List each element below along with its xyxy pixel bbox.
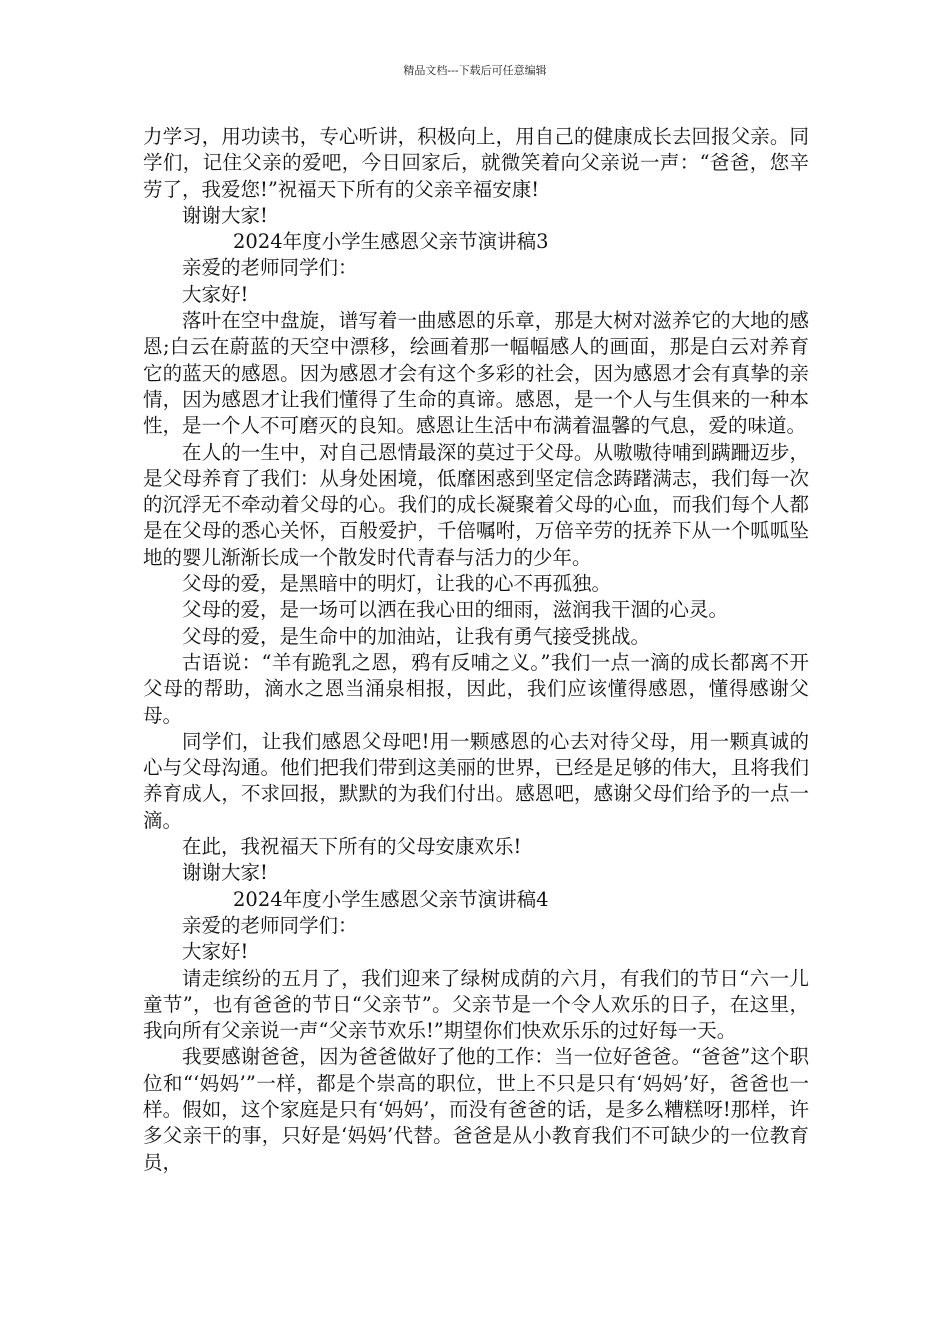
greeting: 大家好! xyxy=(182,940,249,964)
paragraph: 在此，我祝福天下所有的父母安康欢乐! xyxy=(182,835,522,859)
paragraph: 古语说：“羊有跪乳之恩，鸦有反哺之义。”我们一点一滴的成长都离不开父母的帮助，滴水之恩当涌泉相报，因此，我们应该懂得感恩，懂得感谢父母。 xyxy=(143,650,809,727)
document-body xyxy=(143,124,809,1176)
paragraph: 谢谢大家! xyxy=(182,861,268,885)
paragraph: 父母的爱，是一场可以洒在我心田的细雨，滋润我干涸的心灵。 xyxy=(182,598,729,622)
paragraph: 落叶在空中盘旋，谱写着一曲感恩的乐章，那是大树对滋养它的大地的感恩;白云在蔚蓝的天空中漂移，绘画着那一幅幅感人的画面，那是白云对养育它的蓝天的感恩。因为感恩才会有这个多彩的社会，因为感恩才会有真挚的亲情，因为感恩才让我们懂得了生命的真谛。感恩，是一个人与生俱来的一种本性，是一个人不可磨灭的良知。感恩让生活中布满着温馨的气息，爱的味道。 xyxy=(143,309,809,438)
paragraph: 请走缤纷的五月了，我们迎来了绿树成荫的六月，有我们的节日“六一儿童节”，也有爸爸的节日“父亲节”。父亲节是一个令人欢乐的日子，在这里，我向所有父亲说一声“父亲节欢乐!”期望你们快欢乐乐的过好每一天。 xyxy=(143,966,809,1043)
section-heading: 2024年度小学生感恩父亲节演讲稿4 xyxy=(233,887,549,911)
paragraph: 我要感谢爸爸，因为爸爸做好了他的工作：当一位好爸爸。“爸爸”这个职位和“‘妈妈’”一样，都是个崇高的职位，世上不只是只有‘妈妈’好，爸爸也一样。假如，这个家庭是只有‘妈妈’，而没有爸爸的话，是多么糟糕呀!那样，许多父亲干的事，只好是‘妈妈’代替。爸爸是从小教育我们不可缺少的一位教育员， xyxy=(143,1045,809,1174)
page-header: 精品文档---下载后可任意编辑 xyxy=(403,64,547,77)
paragraph: 在人的一生中，对自己恩情最深的莫过于父母。从嗷嗷待哺到蹒跚迈步，是父母养育了我们：从身处困境，低靡困惑到坚定信念踌躇满志，我们每一次的沉浮无不牵动着父母的心。我们的成长凝聚着父母的心血，而我们每个人都是在父母的悉心关怀，百般爱护，千倍嘱咐，万倍辛劳的抚养下从一个呱呱坠地的婴儿渐渐长成一个散发时代青春与活力的少年。 xyxy=(143,440,809,569)
paragraph: 同学们，让我们感恩父母吧!用一颗感恩的心去对待父母，用一颗真诚的心与父母沟通。他们把我们带到这美丽的世界，已经是足够的伟大，且将我们养育成人，不求回报，默默的为我们付出。感恩吧，感谢父母们给予的一点一滴。 xyxy=(143,729,809,832)
paragraph: 父母的爱，是黑暗中的明灯，让我的心不再孤独。 xyxy=(182,572,612,596)
salutation: 亲爱的老师同学们： xyxy=(182,256,358,280)
paragraph: 谢谢大家! xyxy=(182,203,268,227)
paragraph: 力学习，用功读书，专心听讲，积极向上，用自己的健康成长去回报父亲。同学们，记住父亲的爱吧，今日回家后，就微笑着向父亲说一声：“爸爸，您辛劳了，我爱您!”祝福天下所有的父亲辛福安康! xyxy=(143,125,809,201)
salutation: 亲爱的老师同学们： xyxy=(182,913,358,937)
paragraph: 父母的爱，是生命中的加油站，让我有勇气接受挑战。 xyxy=(182,624,651,648)
section-heading: 2024年度小学生感恩父亲节演讲稿3 xyxy=(233,230,549,254)
greeting: 大家好! xyxy=(182,282,249,306)
